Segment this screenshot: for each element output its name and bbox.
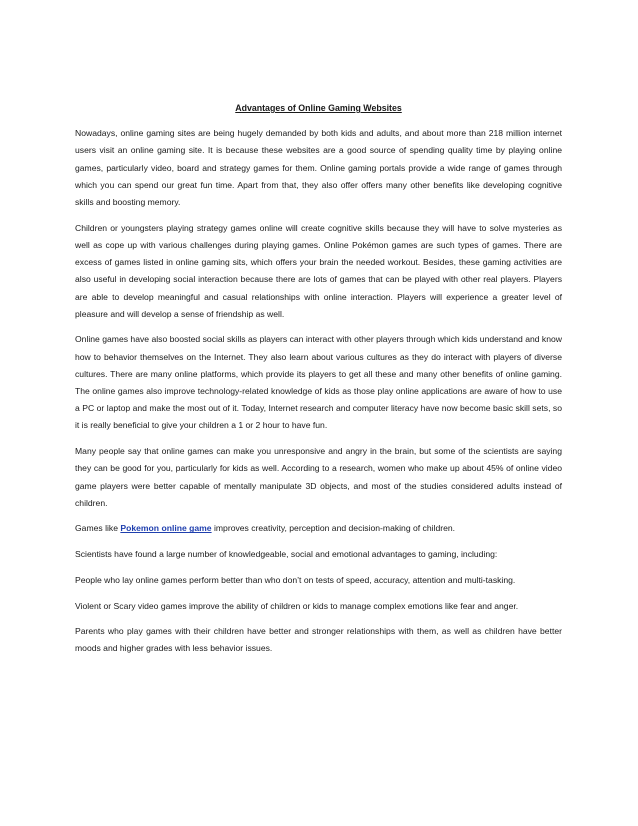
paragraph-intro: Nowadays, online gaming sites are being hugely demanded by both kids and adults, and about more than 218 million internet users visit an online gaming site. It is because these websites are a good source of spending quality time by playing online games, particularly video, board and strategy games for them. Online gaming portals provide a wide range of games through which you can spend our great fun time. Apart from that, they also offer offers many other benefits like developing cognitive skills and boosting memory. [75, 128, 562, 208]
paragraph-scientists: Scientists have found a large number of knowledgeable, social and emotional advantages to gaming, including: [75, 549, 498, 560]
paragraph-pokemon [75, 520, 562, 537]
pokemon-online-game-link[interactable]: Pokemon online game [120, 523, 212, 534]
paragraph-emotions: Violent or Scary video games improve the ability of children or kids to manage complex emotions like fear and anger. [75, 600, 519, 611]
paragraph-research: Many people say that online games can make you unresponsive and angry in the brain, but some of the scientists are saying they can be good for you, particularly for kids as well. According to a research, women who make up about 45% of online video game players were better capable of mentally manipulate 3D objects, and most of the studies considered adults instead of children. [75, 446, 562, 508]
document-page [75, 100, 562, 666]
document-title: Advantages of Online Gaming Websites [235, 103, 402, 113]
pokemon-text-before: Games like [75, 523, 121, 534]
paragraph-parents: Parents who play games with their children have better and stronger relationships with them, as well as children have better moods and higher grades with less behavior issues. [75, 626, 562, 654]
pokemon-text-after: improves creativity, perception and decision-making of children. [211, 523, 456, 534]
paragraph-social-skills: Online games have also boosted social skills as players can interact with other players through which kids understand and know how to behavior themselves on the Internet. They also learn about various cultures as they do interact with players of diverse cultures. There are many online platforms, which provide its players to get all these and many other benefits of online gaming. The online games also improve technology-related knowledge of kids as those play online applications are aware of how to use a PC or laptop and make the most out of it. Today, Internet research and computer literacy have now become basic skill sets, so it is really beneficial to give your children a 1 or 2 hour to have fun. [75, 334, 562, 431]
paragraph-strategy-games: Children or youngsters playing strategy games online will create cognitive skills because they will have to solve mysteries as well as cope up with various challenges during playing games. Online Pokémon games are such types of games. There are excess of games listed in online gaming sits, which offers your brain the needed workout. Besides, these gaming activities are also useful in developing social interaction because there are lots of games that can be played with other real players. Players are able to develop meaningful and casual relationships with online interaction. Players will experience a greater level of pleasure and will develop a sense of friendship as well. [75, 222, 562, 319]
paragraph-performance: People who lay online games perform better than who don’t on tests of speed, accuracy, attention and multi-tasking. [75, 574, 516, 585]
